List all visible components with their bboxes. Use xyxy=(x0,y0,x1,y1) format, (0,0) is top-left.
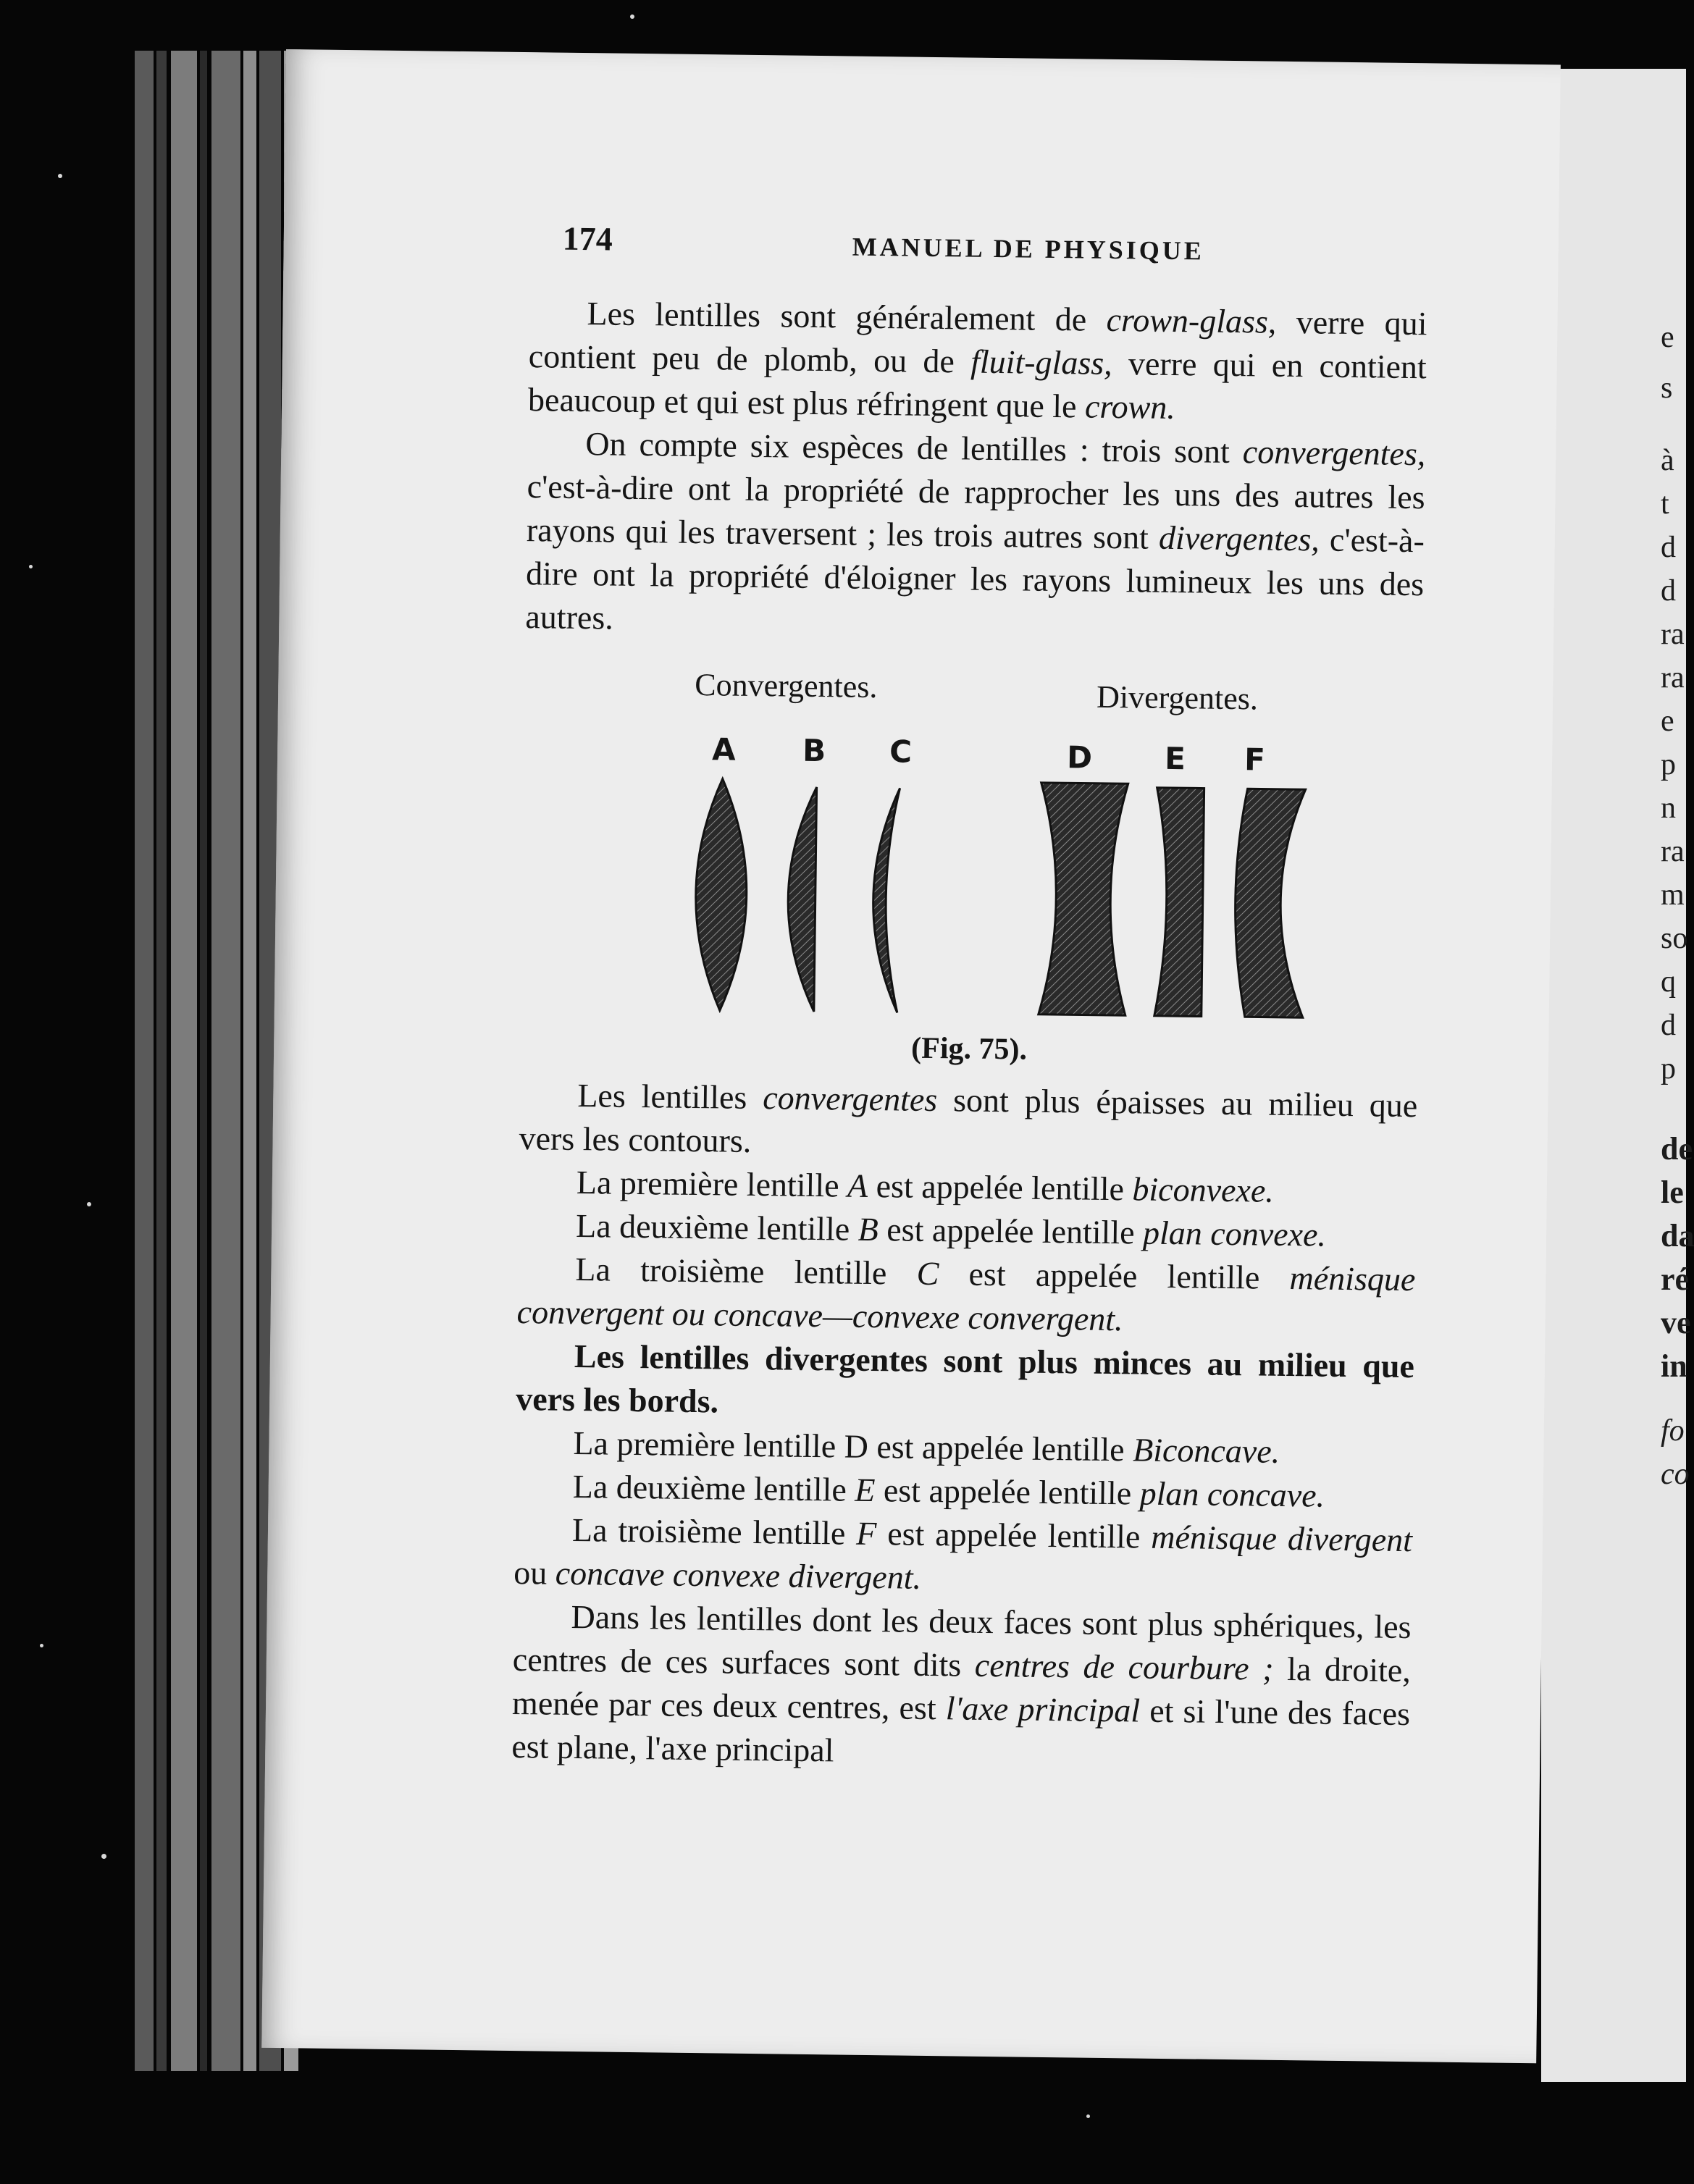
facing-page-fragment: ra xyxy=(1661,661,1685,694)
text-run: Les lentilles xyxy=(577,1077,763,1117)
book-page xyxy=(261,49,1561,2063)
italic-run: ménisque convergent ou concave—convexe convergent. xyxy=(516,1259,1416,1338)
lens-c-meniscus-convergent xyxy=(872,788,900,1012)
text-run: et si l'une des faces est plane, l'axe principal xyxy=(511,1692,1411,1769)
lens-letter-c: C xyxy=(889,734,913,770)
facing-page-fragment: ra xyxy=(1661,835,1685,868)
running-head: MANUEL DE PHYSIQUE xyxy=(852,232,1204,266)
lens-d-biconcave xyxy=(1039,783,1128,1015)
text-run: sont plus épaisses au milieu que vers les contours. xyxy=(519,1081,1418,1159)
italic-run: concave convexe divergent. xyxy=(555,1554,922,1596)
facing-page-fragment: à xyxy=(1661,444,1674,477)
italic-run: E xyxy=(855,1471,876,1509)
text-run: la droite, menée par ces deux centres, est xyxy=(511,1650,1412,1727)
dust-speck xyxy=(87,1202,91,1206)
lens-b-plano-convex xyxy=(787,787,816,1012)
italic-run: convergentes xyxy=(762,1079,938,1119)
figure-caption: (Fig. 75). xyxy=(910,1031,1028,1067)
facing-page-fragment: so xyxy=(1661,922,1688,955)
lens-a-biconvex xyxy=(695,778,748,1011)
dust-speck xyxy=(101,1854,106,1859)
dust-speck xyxy=(29,565,33,568)
italic-run: fluit-glass, xyxy=(970,343,1113,382)
text-run: La troisième lentille xyxy=(575,1251,917,1292)
text-run: La deuxième lentille xyxy=(572,1467,855,1508)
paragraph xyxy=(516,1247,1415,1345)
text-run: La première lentille D est appelée lentille xyxy=(573,1424,1133,1469)
facing-page-fragment: m xyxy=(1661,878,1685,912)
facing-page-fragment: q xyxy=(1661,965,1676,999)
dust-speck xyxy=(58,174,62,178)
facing-page-fragment: e xyxy=(1661,705,1674,738)
italic-run: F xyxy=(855,1514,877,1553)
text-run: est appelée lentille xyxy=(867,1167,1133,1208)
text-run: Les lentilles divergentes sont plus minces au milieu que vers les bords. xyxy=(515,1337,1415,1420)
text-run: c'est-à-dire ont la propriété d'éloigner les rayons lumineux les uns des autres. xyxy=(525,521,1425,637)
dust-speck xyxy=(1086,2114,1090,2118)
italic-run: Biconcave. xyxy=(1132,1431,1280,1470)
italic-run: crown. xyxy=(1084,387,1176,427)
lens-diagrams xyxy=(274,49,1561,1078)
facing-page-fragment: de xyxy=(1661,1131,1693,1167)
italic-run: plan convexe. xyxy=(1142,1214,1327,1253)
lens-f-meniscus-divergent xyxy=(1234,789,1306,1017)
facing-page-fragment: d xyxy=(1661,1009,1676,1042)
paragraph xyxy=(511,1595,1412,1779)
lens-letter-b: B xyxy=(802,732,826,769)
facing-page-fragment: d xyxy=(1661,531,1676,564)
text-run: ou xyxy=(513,1553,556,1592)
facing-page-fragment: le xyxy=(1661,1175,1684,1210)
lens-e-plano-concave xyxy=(1154,788,1204,1017)
facing-page-fragment: t xyxy=(1661,487,1669,521)
facing-page-fragment: ra xyxy=(1661,618,1685,651)
page-number: 174 xyxy=(562,219,613,258)
text-run: La troisième lentille xyxy=(571,1511,857,1552)
facing-page-fragment: co xyxy=(1661,1458,1690,1491)
italic-run: convergentes, xyxy=(1242,433,1426,473)
text-run: est appelée lentille xyxy=(939,1255,1290,1297)
italic-run: A xyxy=(847,1167,868,1204)
facing-page-fragment: n xyxy=(1661,791,1676,825)
italic-run: plan concave. xyxy=(1139,1474,1325,1514)
facing-page-fragment: e xyxy=(1661,321,1674,354)
italic-run: C xyxy=(916,1254,939,1293)
text-run: est appelée lentille xyxy=(875,1471,1141,1512)
lens-letter-a: A xyxy=(711,731,737,768)
facing-page-fragment: fo xyxy=(1661,1414,1685,1448)
italic-run: l'axe principal xyxy=(945,1689,1141,1729)
text-run: On compte six espèces de lentilles : trois sont xyxy=(585,425,1244,471)
divergent-heading: Divergentes. xyxy=(1096,679,1259,717)
text-run: verre qui en contient beaucoup et qui est plus réfringent que le xyxy=(527,344,1427,425)
lens-letter-d: D xyxy=(1066,739,1093,776)
facing-page-fragment: in xyxy=(1661,1348,1687,1384)
paragraph xyxy=(516,1334,1414,1432)
facing-page-fragment: ve xyxy=(1661,1305,1691,1340)
text-run: Dans les lentilles dont les deux faces sont plus sphériques, les centres de ces surfaces sont dits xyxy=(512,1597,1412,1684)
lens-letter-f: F xyxy=(1244,742,1266,778)
facing-page xyxy=(1541,69,1694,2082)
text-run: verre qui contient peu de plomb, ou de xyxy=(528,303,1427,380)
text-run: est appelée lentille xyxy=(876,1515,1152,1555)
text-run: Les lentilles sont généralement de xyxy=(587,295,1107,338)
facing-page-fragment: ré xyxy=(1661,1261,1690,1297)
lens-letter-e: E xyxy=(1164,740,1186,777)
dust-speck xyxy=(630,14,634,19)
italic-run: divergentes, xyxy=(1158,518,1320,558)
facing-page-fragment: s xyxy=(1661,371,1673,405)
italic-run: B xyxy=(858,1210,879,1248)
paragraph xyxy=(519,1073,1417,1171)
text-run: c'est-à-dire ont la propriété de rapprocher les uns des autres les rayons qui les traversent ; les trois autres sont xyxy=(526,468,1425,556)
text-run: La deuxième lentille xyxy=(575,1207,859,1248)
facing-page-fragment: da xyxy=(1661,1218,1694,1253)
text-run: La première lentille xyxy=(576,1164,848,1204)
italic-run: biconvexe. xyxy=(1132,1170,1275,1209)
text-run: est appelée lentille xyxy=(878,1211,1144,1251)
paragraph xyxy=(513,1508,1412,1605)
convergent-heading: Convergentes. xyxy=(695,666,878,705)
italic-run: ménisque divergent xyxy=(1150,1518,1413,1559)
facing-page-fragment: d xyxy=(1661,574,1676,608)
facing-page-fragment: p xyxy=(1661,748,1676,781)
facing-page-fragment: p xyxy=(1661,1052,1676,1085)
italic-run: crown-glass, xyxy=(1106,301,1277,340)
italic-run: centres de courbure ; xyxy=(974,1646,1274,1687)
dust-speck xyxy=(40,1644,43,1647)
body-text xyxy=(511,1073,1418,1779)
